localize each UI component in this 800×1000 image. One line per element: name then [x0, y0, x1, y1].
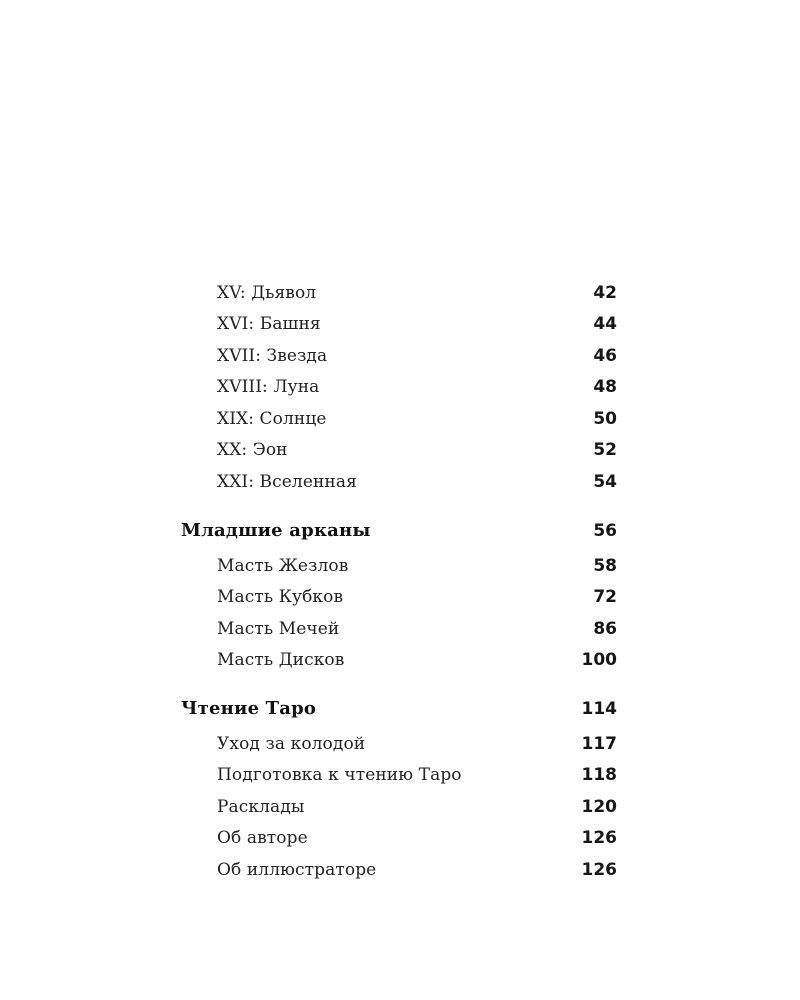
- toc-entry-title: XV: Дьявол: [217, 283, 317, 303]
- toc-entry-title: Масть Мечей: [217, 619, 340, 639]
- toc-entry: [0, 762, 800, 788]
- toc-entry-title: XVI: Башня: [217, 314, 321, 334]
- toc-entry-page: 86: [593, 619, 617, 639]
- toc-entry: [0, 731, 800, 757]
- toc-entry-title: Подготовка к чтению Таро: [217, 765, 462, 785]
- toc-entry-page: 72: [593, 587, 617, 607]
- toc-entry-title: Масть Жезлов: [217, 556, 349, 576]
- toc-entry-page: 46: [593, 346, 617, 366]
- toc-entry: [0, 374, 800, 400]
- toc-entry: [0, 553, 800, 579]
- toc-entry: [0, 437, 800, 463]
- toc-entry-title: Масть Дисков: [217, 650, 345, 670]
- toc-section-heading: [0, 518, 800, 544]
- toc-entry: [0, 469, 800, 495]
- toc-entry-title: Уход за колодой: [217, 734, 366, 754]
- toc-entry-page: 118: [581, 765, 617, 785]
- toc-entry-title: Об авторе: [217, 828, 308, 848]
- toc-section-page: 56: [593, 521, 617, 541]
- toc-entry-page: 117: [581, 734, 617, 754]
- toc-entry-page: 54: [593, 472, 617, 492]
- toc-entry: [0, 794, 800, 820]
- toc-entry-page: 48: [593, 377, 617, 397]
- toc-entry: [0, 616, 800, 642]
- toc-entry-page: 120: [581, 797, 617, 817]
- toc-section-heading: [0, 696, 800, 722]
- toc-entry-title: Масть Кубков: [217, 587, 344, 607]
- toc-entry: [0, 311, 800, 337]
- toc-entry-page: 50: [593, 409, 617, 429]
- toc-entry-title: Об иллюстраторе: [217, 860, 377, 880]
- toc-entry: [0, 280, 800, 306]
- toc-entry: [0, 406, 800, 432]
- toc-entry-page: 126: [581, 860, 617, 880]
- toc-entry-page: 52: [593, 440, 617, 460]
- toc-entry-title: XVIII: Луна: [217, 377, 320, 397]
- toc-entry: [0, 584, 800, 610]
- toc-section-page: 114: [581, 699, 617, 719]
- toc-entry-page: 44: [593, 314, 617, 334]
- toc-entry-title: XIX: Солнце: [217, 409, 327, 429]
- toc-entry-title: Расклады: [217, 797, 305, 817]
- toc-entry-title: XXI: Вселенная: [217, 472, 357, 492]
- toc-entry-title: XVII: Звезда: [217, 346, 328, 366]
- toc-entry-page: 100: [581, 650, 617, 670]
- toc-entry: [0, 343, 800, 369]
- toc-entry-title: XX: Эон: [217, 440, 288, 460]
- toc-entry-page: 126: [581, 828, 617, 848]
- toc-section-title: Чтение Таро: [181, 698, 317, 719]
- toc-entry: [0, 647, 800, 673]
- toc-entry: [0, 857, 800, 883]
- toc-entry: [0, 825, 800, 851]
- toc-entry-page: 58: [593, 556, 617, 576]
- toc-entry-page: 42: [593, 283, 617, 303]
- toc-section-title: Младшие арканы: [181, 520, 371, 541]
